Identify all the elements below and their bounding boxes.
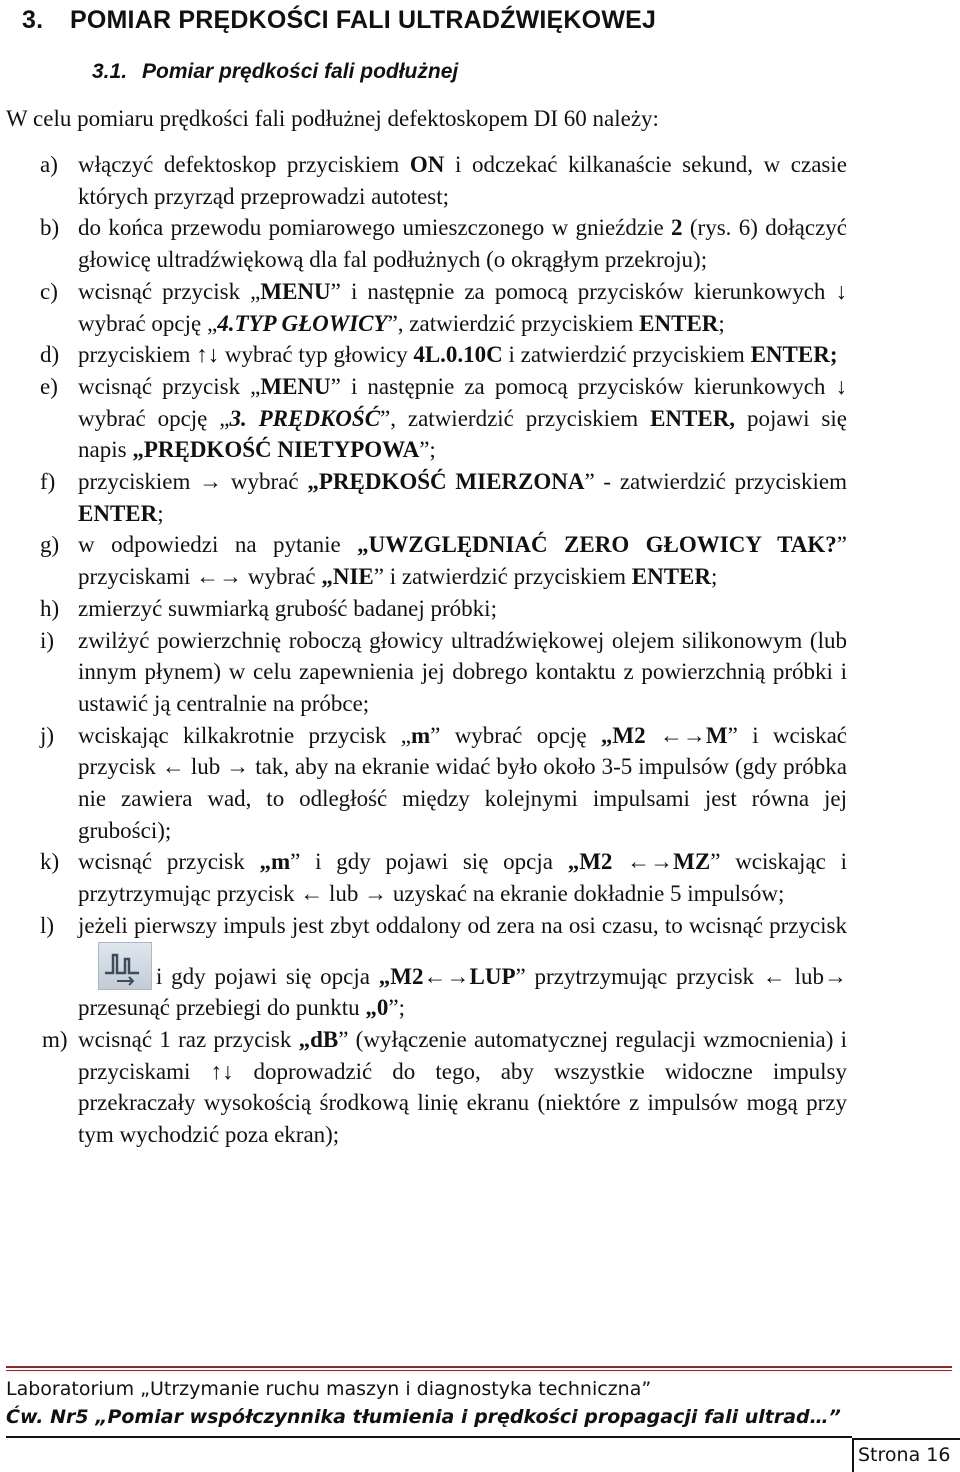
subsection-number: 3.1.	[92, 60, 128, 83]
step-label: f)	[40, 469, 56, 495]
list-item	[0, 276, 950, 339]
step-text: wcisnąć 1 raz przycisk „dB” (wyłączenie automatycznej regulacji wzmocnienia) i przyciskami ↑↓ doprowadzić do tego, aby wszystkie widoczne impulsy przekraczały wysokością środkową linię ekranu (niektóre z impulsów mogą przy tym wychodzić poza ekran);	[78, 1026, 847, 1148]
section-title: POMIAR PRĘDKOŚCI FALI ULTRADŹWIĘKOWEJ	[70, 6, 657, 34]
step-label: i)	[40, 627, 55, 653]
intro-paragraph: W celu pomiaru prędkości fali podłużnej defektoskopem DI 60 należy:	[6, 106, 659, 131]
pulse-shift-button-icon	[98, 942, 152, 990]
step-label: b)	[40, 215, 60, 241]
step-text: wcisnąć przycisk „MENU” i następnie za pomocą przycisków kierunkowych ↓ wybrać opcję „4.TYP GŁOWICY”, zatwierdzić przyciskiem ENTER;	[78, 278, 847, 336]
step-label: c)	[40, 278, 58, 304]
step-text: zwilżyć powierzchnię roboczą głowicy ultradźwiękowej olejem silikonowym (lub innym płynem) w celu zapewnienia jej dobrego kontaktu z powierzchnią próbki i ustawić ją centralnie na próbce;	[78, 627, 847, 716]
footer-underline	[6, 1436, 852, 1438]
step-label: m)	[42, 1026, 68, 1052]
step-text: przyciskiem → wybrać „PRĘDKOŚĆ MIERZONA” - zatwierdzić przyciskiem ENTER;	[78, 469, 847, 526]
step-label: l)	[40, 912, 55, 938]
step-text: wciskając kilkakrotnie przycisk „m” wybrać opcję „M2 ←→M” i wciskać przycisk ← lub → tak, aby na ekranie widać było około 3-5 impulsów (gdy próbka nie zawiera wad, to odległość między kolejnymi impulsami jest równa jej grubości);	[78, 722, 847, 843]
step-label: d)	[40, 342, 60, 368]
list-item	[0, 212, 950, 275]
list-item	[0, 593, 950, 625]
list-item	[0, 846, 950, 909]
step-text: zmierzyć suwmiarką grubość badanej próbki;	[78, 595, 497, 621]
section-number: 3.	[22, 6, 44, 34]
list-item	[0, 371, 950, 466]
step-text: wcisnąć przycisk „MENU” i następnie za pomocą przycisków kierunkowych ↓ wybrać opcję „3. PRĘDKOŚĆ”, zatwierdzić przyciskiem ENTER, pojawi się napis „PRĘDKOŚĆ NIETYPOWA”;	[78, 373, 847, 463]
list-item	[0, 466, 950, 529]
step-label: e)	[40, 373, 58, 399]
step-label: a)	[40, 152, 58, 177]
footer-rule-thin	[6, 1370, 952, 1371]
step-label: g)	[40, 532, 60, 558]
step-label: j)	[40, 722, 55, 748]
subsection-heading	[92, 60, 458, 84]
list-item	[0, 625, 950, 720]
footer-rule	[6, 1366, 952, 1368]
step-text: włączyć defektoskop przyciskiem ON i odczekać kilkanaście sekund, w czasie których przyrząd przeprowadzi autotest;	[78, 152, 847, 209]
step-label: h)	[40, 595, 60, 621]
subsection-title: Pomiar prędkości fali podłużnej	[142, 60, 459, 83]
list-item	[0, 910, 950, 1024]
step-text: wcisnąć przycisk „m” i gdy pojawi się opcja „M2 ←→MZ” wciskając i przytrzymując przycisk ← lub → uzyskać na ekranie dokładnie 5 impulsów;	[78, 849, 848, 907]
step-text: jeżeli pierwszy impuls jest zbyt oddalony od zera na osi czasu, to wcisnąć przycisk i gdy pojawi się opcja „M2←→LUP” przytrzymując przycisk ← lub→ przesunąć przebiegi do punktu „0”;	[78, 912, 847, 1021]
step-text: przyciskiem ↑↓ wybrać typ głowicy 4L.0.10C i zatwierdzić przyciskiem ENTER;	[78, 342, 838, 368]
step-label: k)	[40, 849, 60, 875]
footer-lab-title: Laboratorium „Utrzymanie ruchu maszyn i diagnostyka techniczna”	[6, 1378, 652, 1400]
list-item	[0, 529, 950, 592]
list-item	[0, 720, 950, 847]
list-item	[0, 149, 950, 212]
page-number: Strona 16	[858, 1444, 951, 1466]
step-text: do końca przewodu pomiarowego umieszczonego w gnieździe 2 (rys. 6) dołączyć głowicę ultradźwiękową dla fal podłużnych (o okrągłym przekroju);	[78, 215, 847, 273]
section-heading	[22, 6, 656, 35]
footer-exercise-title: Ćw. Nr5 „Pomiar współczynnika tłumienia i prędkości propagacji fali ultrad…”	[6, 1406, 841, 1428]
list-item	[0, 339, 950, 371]
step-text: w odpowiedzi na pytanie „UWZGLĘDNIAĆ ZERO GŁOWICY TAK?” przyciskami ←→ wybrać „NIE” i zatwierdzić przyciskiem ENTER;	[78, 532, 847, 590]
list-item	[0, 1024, 950, 1151]
steps-list	[0, 149, 950, 1151]
